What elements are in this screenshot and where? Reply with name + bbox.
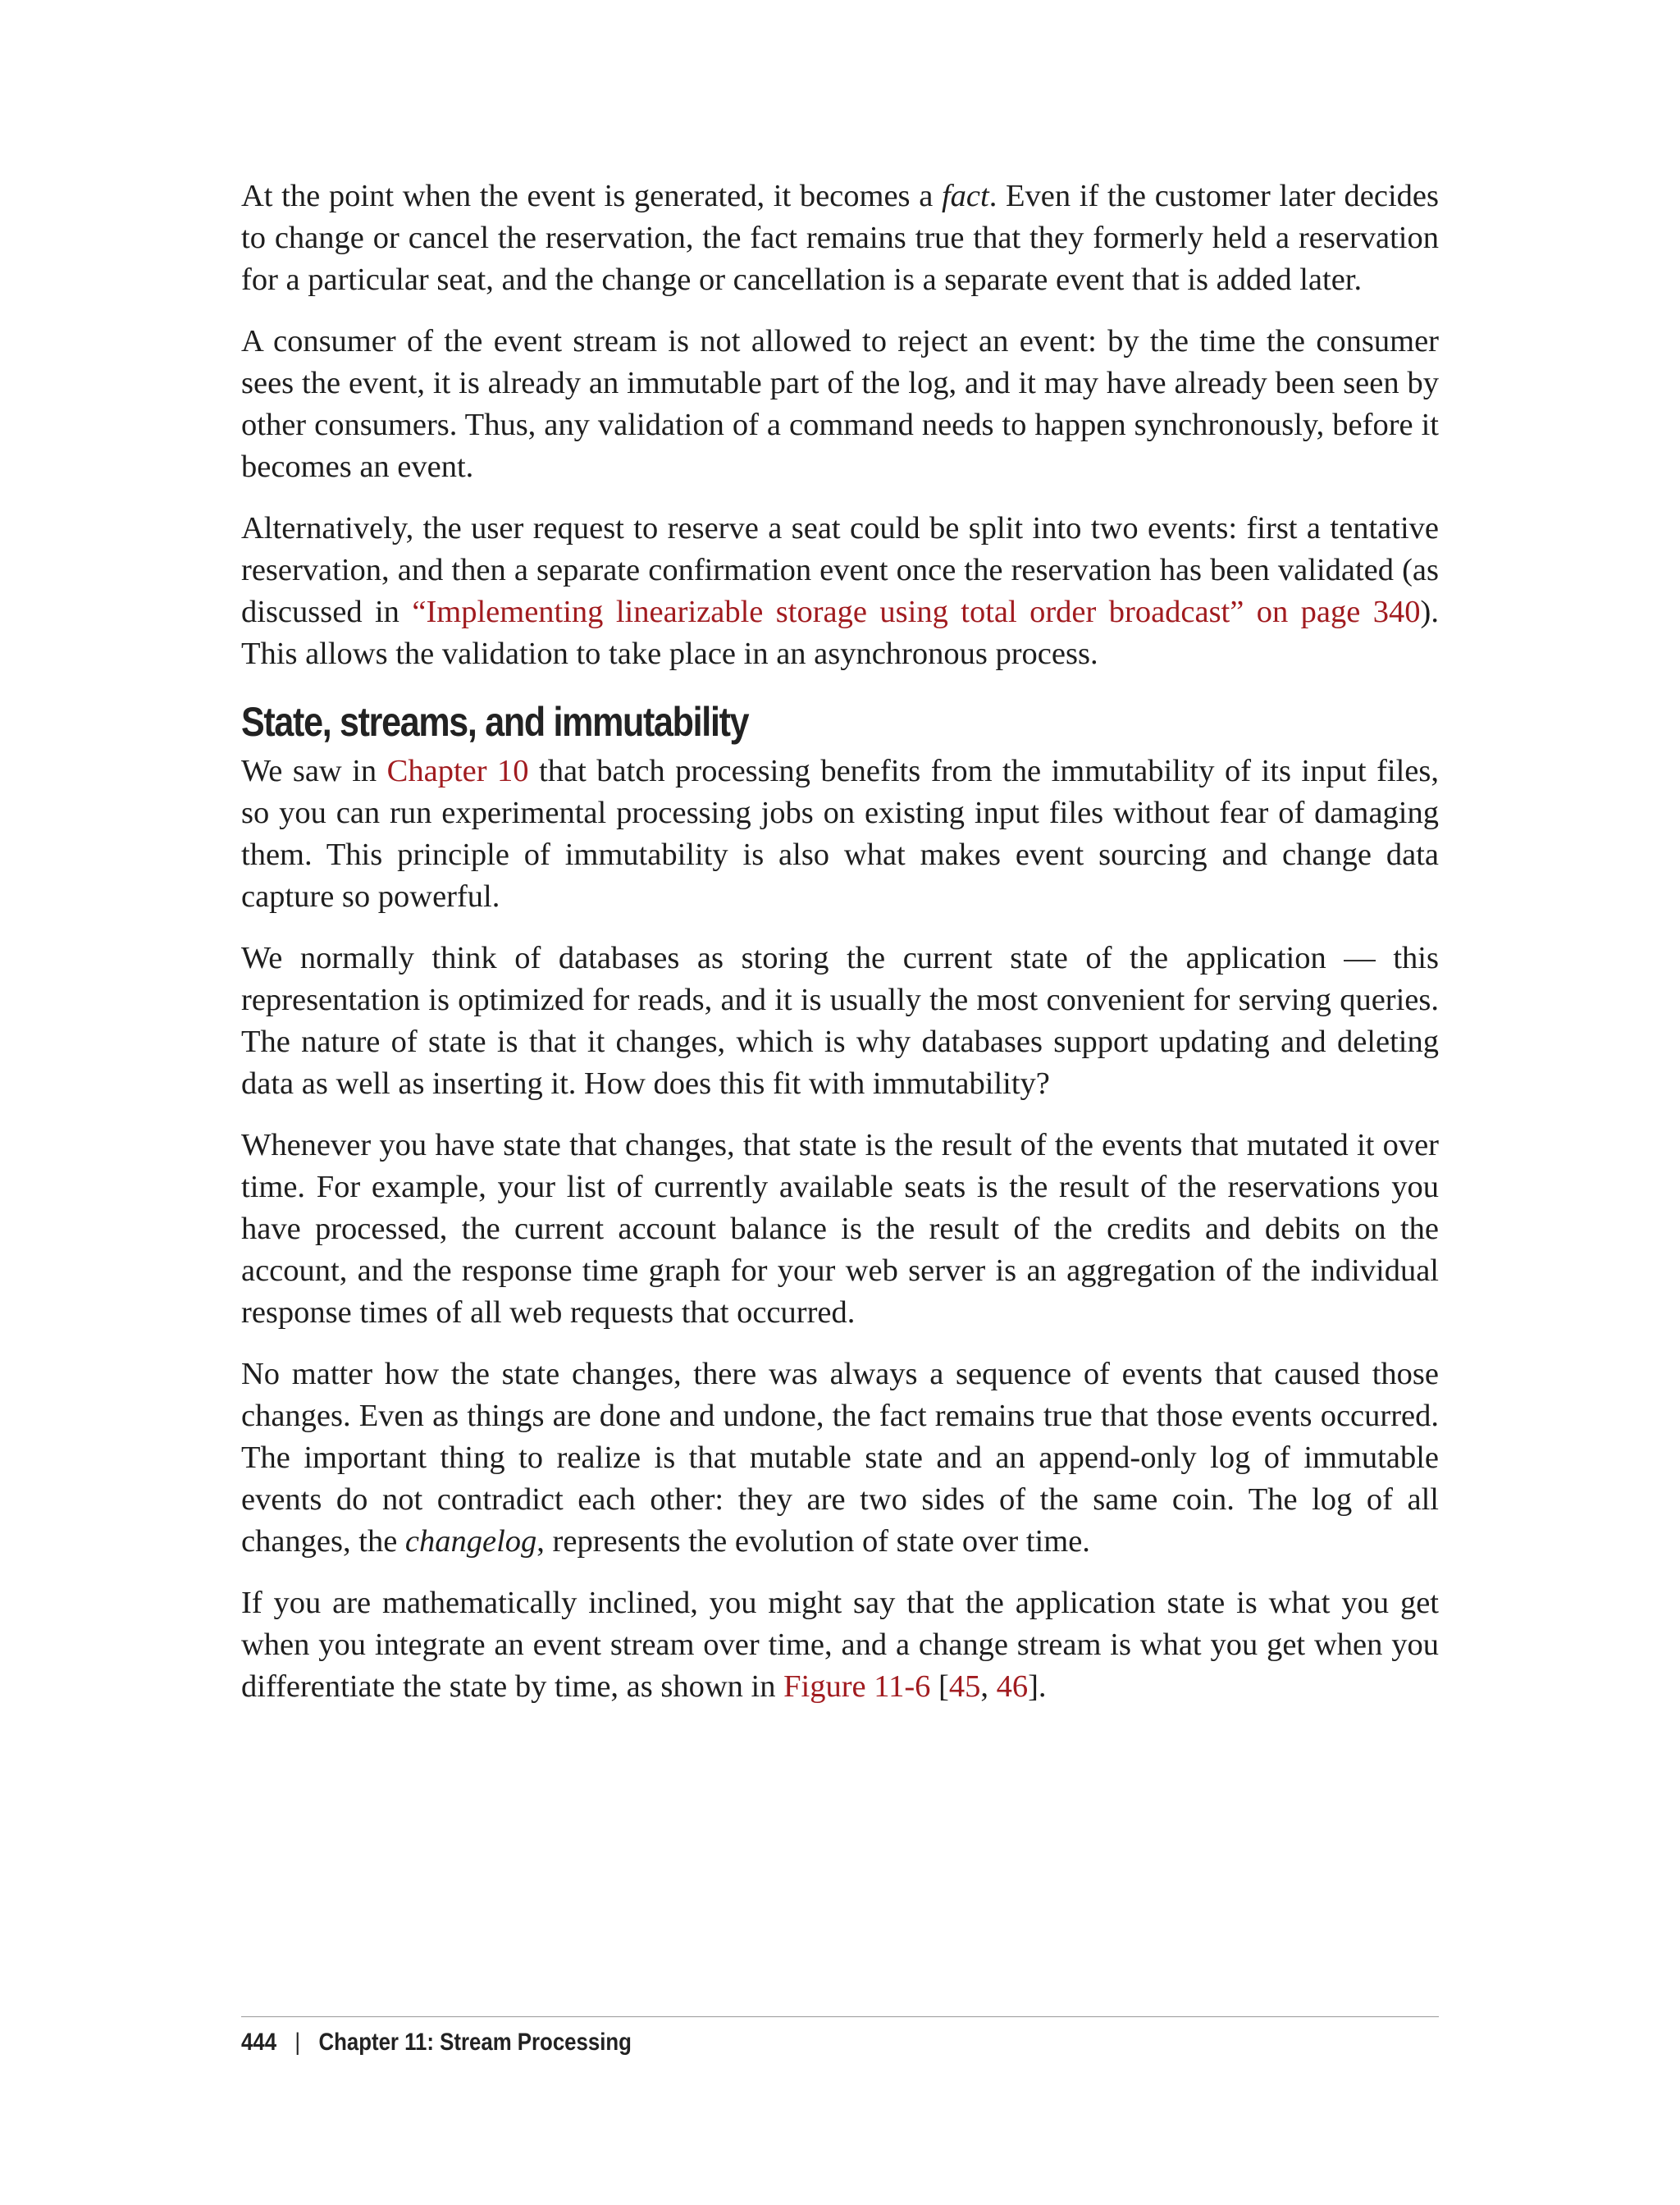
paragraph-consumer: A consumer of the event stream is not allowed to reject an event: by the time the consumer sees the event, it is already an immutable part of the log, and it may have already been seen by other consumers. Thus, any validation of a command needs to happen synchronously, before it becomes an event. xyxy=(241,324,1439,484)
page-number: 444 xyxy=(241,2029,277,2056)
emphasis-fact: fact xyxy=(941,179,989,213)
page-footer xyxy=(241,2016,1439,2057)
footer-separator: | xyxy=(294,2029,301,2056)
paragraph-text: ]. xyxy=(1028,1669,1047,1704)
paragraph-text: [ xyxy=(930,1669,949,1704)
link-ref-46[interactable]: 46 xyxy=(996,1669,1029,1704)
paragraph-changelog xyxy=(241,1354,1439,1563)
paragraph-mathematical xyxy=(241,1582,1439,1708)
paragraph-text: ). This allows the validation to take place in an asynchronous process. xyxy=(241,595,1439,671)
paragraph-text: We saw in xyxy=(241,754,387,788)
paragraph-text: If you are mathematically inclined, you might say that the application state is what you get when you integrate an event stream over time, and a change stream is what you get when you differentiate the state by time, as shown in xyxy=(241,1586,1439,1704)
paragraph-text: . Even if the customer later decides to change or cancel the reservation, the fact remains true that they formerly held a reservation for a particular seat, and the change or cancellation is a separate event that is added later. xyxy=(241,179,1439,297)
paragraph-text: No matter how the state changes, there was always a sequence of events that caused those changes. Even as things are done and undone, the fact remains true that those events occurred. The important thing to realize is that mutable state and an append-only log of immutable events do not contradict each other: they are two sides of the same coin. The log of all changes, the xyxy=(241,1357,1439,1559)
emphasis-changelog: changelog xyxy=(404,1524,537,1559)
paragraph-databases: We normally think of databases as storing the current state of the application — this representation is optimized for reads, and it is usually the most convenient for serving queries. The nature of state is that it changes, which is why databases support updating and deleting data as well as inserting it. How does this fit with immutability? xyxy=(241,941,1439,1101)
link-linearizable-storage[interactable]: “Implementing linearizable storage using total order broadcast” on page 340 xyxy=(412,595,1421,629)
link-figure-11-6[interactable]: Figure 11-6 xyxy=(783,1669,931,1704)
paragraph-fact xyxy=(241,176,1439,301)
paragraph-text: , represents the evolution of state over time. xyxy=(536,1524,1090,1559)
paragraph-text: , xyxy=(980,1669,997,1704)
page-body xyxy=(241,176,1439,1728)
link-chapter-10[interactable]: Chapter 10 xyxy=(386,754,529,788)
paragraph-text: Alternatively, the user request to reserve a seat could be split into two events: first a tentative reservation, and then a separate confirmation event once the reservation has been validated (as discussed in xyxy=(241,511,1439,629)
paragraph-text: that batch processing benefits from the immutability of its input files, so you can run experimental processing jobs on existing input files without fear of damaging them. This principle of immutability is also what makes event sourcing and change data capture so powerful. xyxy=(241,754,1439,914)
link-ref-45[interactable]: 45 xyxy=(948,1669,981,1704)
footer-content xyxy=(241,2029,632,2057)
paragraph-text: At the point when the event is generated, it becomes a xyxy=(241,179,942,213)
paragraph-batch xyxy=(241,751,1439,918)
section-heading: State, streams, and immutability xyxy=(241,699,749,745)
paragraph-alternatively xyxy=(241,508,1439,675)
chapter-title: Chapter 11: Stream Processing xyxy=(318,2029,632,2056)
paragraph-state-changes: Whenever you have state that changes, that state is the result of the events that mutated it over time. For example, your list of currently available seats is the result of the reservations you have processed, the current account balance is the result of the credits and debits on the account, and the response time graph for your web server is an aggregation of the individual response times of all web requests that occurred. xyxy=(241,1128,1439,1330)
